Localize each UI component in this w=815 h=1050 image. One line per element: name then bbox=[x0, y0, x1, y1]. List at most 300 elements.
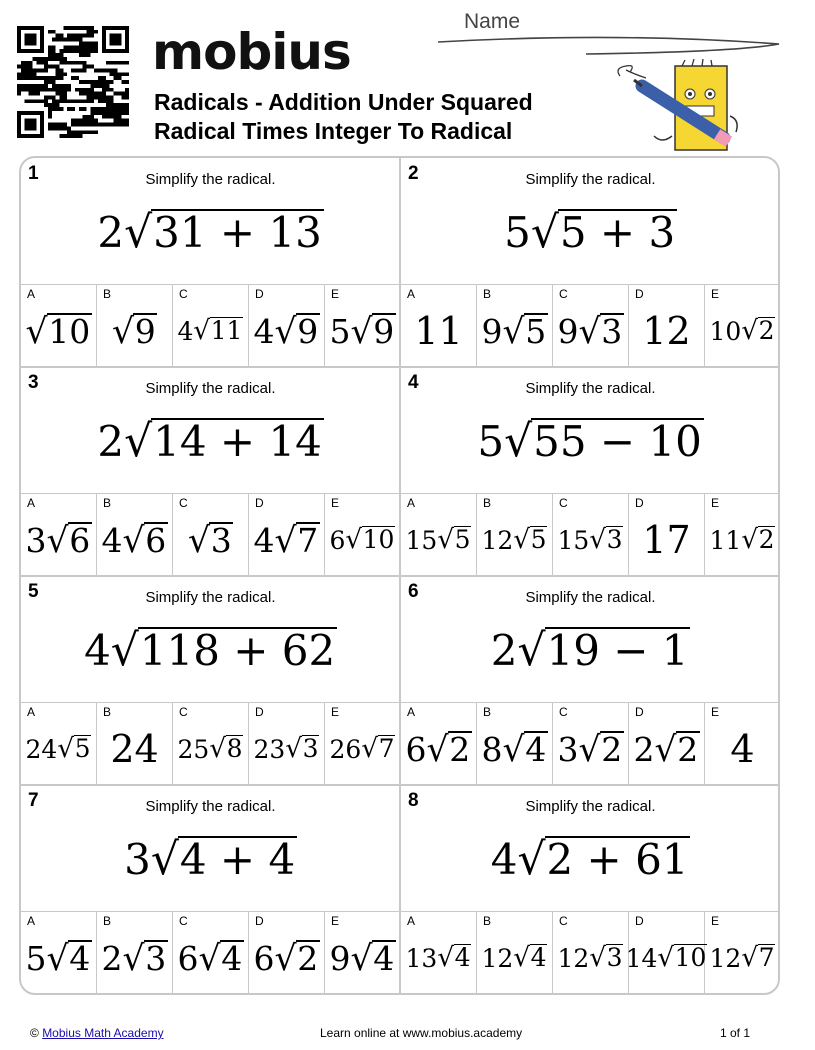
problem-instruction: Simplify the radical. bbox=[525, 171, 656, 188]
radicand: 4 bbox=[525, 729, 547, 769]
answer-choice-d[interactable] bbox=[249, 494, 325, 577]
radicand: 2 bbox=[677, 729, 699, 769]
radicand: 4 bbox=[221, 938, 243, 978]
choice-letter: D bbox=[635, 496, 644, 510]
radical-symbol: √ bbox=[345, 525, 363, 556]
radical-symbol: √ bbox=[530, 207, 559, 258]
choice-letter: D bbox=[255, 914, 264, 928]
problem-instruction: Simplify the radical. bbox=[145, 798, 276, 815]
radical-symbol: √ bbox=[124, 416, 153, 467]
square-root bbox=[437, 943, 471, 974]
square-root bbox=[188, 522, 233, 559]
radicand: 10 bbox=[48, 311, 91, 351]
choice-letter: B bbox=[103, 496, 112, 510]
choice-letter: D bbox=[255, 287, 264, 301]
radical-symbol: √ bbox=[187, 520, 211, 561]
answer-choice-c[interactable] bbox=[553, 912, 629, 995]
square-root bbox=[517, 625, 691, 676]
radical-symbol: √ bbox=[502, 311, 525, 352]
radical-coefficient: 6 bbox=[329, 525, 346, 555]
radicand: 5 bbox=[530, 525, 547, 555]
radical-symbol: √ bbox=[46, 938, 69, 979]
choice-letter: D bbox=[635, 287, 644, 301]
radicand: 3 bbox=[606, 525, 623, 555]
choice-value bbox=[97, 305, 172, 357]
square-root bbox=[741, 943, 775, 974]
radicand: 7 bbox=[378, 734, 395, 764]
answer-choice-d[interactable] bbox=[629, 285, 705, 368]
radical-coefficient: 4 bbox=[253, 520, 275, 560]
choice-letter: C bbox=[559, 287, 568, 301]
radical-symbol: √ bbox=[111, 311, 135, 352]
choice-value bbox=[401, 723, 476, 775]
radical-coefficient: 5 bbox=[25, 938, 47, 978]
radical-symbol: √ bbox=[517, 625, 546, 676]
problem-instruction: Simplify the radical. bbox=[145, 171, 276, 188]
choice-letter: E bbox=[711, 914, 720, 928]
problem-instruction: Simplify the radical. bbox=[145, 380, 276, 397]
radicand: 6 bbox=[145, 520, 167, 560]
problem-instruction: Simplify the radical. bbox=[145, 589, 276, 606]
square-root bbox=[124, 416, 323, 467]
radical-coefficient: 12 bbox=[481, 525, 514, 555]
choice-value bbox=[173, 723, 248, 775]
square-root bbox=[504, 416, 703, 467]
radicand: 9 bbox=[134, 311, 156, 351]
choice-value bbox=[97, 514, 172, 566]
answer-choice-b[interactable] bbox=[97, 912, 173, 995]
radical-symbol: √ bbox=[361, 734, 379, 765]
radical-coefficient: 12 bbox=[642, 309, 691, 353]
mascot-illustration bbox=[612, 56, 747, 158]
choice-letter: C bbox=[179, 287, 188, 301]
answer-choice-e[interactable] bbox=[705, 703, 780, 786]
radicand: 2 bbox=[449, 729, 471, 769]
square-root bbox=[350, 940, 395, 977]
choice-letter: C bbox=[179, 496, 188, 510]
answer-choice-b[interactable] bbox=[477, 703, 553, 786]
choice-letter: E bbox=[331, 496, 340, 510]
radical-symbol: √ bbox=[578, 729, 601, 770]
problem-number: 1 bbox=[28, 163, 39, 184]
radicand: 14 + 14 bbox=[153, 417, 322, 466]
answer-choice-e[interactable] bbox=[325, 494, 400, 577]
square-root bbox=[502, 731, 547, 768]
problem-expression bbox=[401, 626, 780, 690]
square-root bbox=[110, 625, 337, 676]
answer-choice-a[interactable] bbox=[21, 285, 97, 368]
problem-expression bbox=[21, 835, 400, 899]
choice-value bbox=[705, 932, 780, 984]
radical-coefficient: 2 bbox=[97, 208, 125, 257]
radicand: 3 bbox=[302, 734, 319, 764]
square-root bbox=[285, 734, 319, 765]
radicand: 3 bbox=[210, 520, 232, 560]
radical-coefficient: 3 bbox=[557, 729, 579, 769]
choice-value bbox=[21, 305, 96, 357]
answer-choice-d[interactable] bbox=[249, 703, 325, 786]
choice-letter: E bbox=[711, 496, 720, 510]
answer-choice-c[interactable] bbox=[553, 285, 629, 368]
choice-letter: A bbox=[407, 914, 416, 928]
square-root bbox=[112, 313, 157, 350]
answer-choice-a[interactable] bbox=[21, 494, 97, 577]
choice-letter: A bbox=[27, 705, 36, 719]
problem-grid bbox=[19, 156, 780, 995]
radical-coefficient: 17 bbox=[642, 518, 691, 562]
title-line-2: Radical Times Integer To Radical bbox=[154, 118, 513, 144]
choice-value bbox=[325, 932, 400, 984]
square-root bbox=[589, 943, 623, 974]
choice-value bbox=[173, 932, 248, 984]
choice-value bbox=[629, 514, 704, 566]
choice-value bbox=[477, 514, 552, 566]
answer-choice-e[interactable] bbox=[705, 494, 780, 577]
radicand: 9 bbox=[297, 311, 319, 351]
radicand: 2 bbox=[758, 525, 775, 555]
square-root bbox=[46, 522, 91, 559]
radicand: 5 bbox=[454, 525, 471, 555]
problem-expression bbox=[21, 208, 400, 272]
radicand: 6 bbox=[69, 520, 91, 560]
radicand: 2 bbox=[601, 729, 623, 769]
radical-symbol: √ bbox=[285, 734, 303, 765]
choice-value bbox=[629, 305, 704, 357]
answer-choices bbox=[21, 911, 400, 995]
square-root bbox=[350, 313, 395, 350]
choice-letter: C bbox=[559, 705, 568, 719]
radicand: 7 bbox=[297, 520, 319, 560]
choice-value bbox=[97, 932, 172, 984]
radical-coefficient: 4 bbox=[730, 727, 755, 771]
problem-instruction: Simplify the radical. bbox=[525, 589, 656, 606]
answer-choices bbox=[401, 702, 780, 786]
radicand: 31 + 13 bbox=[153, 208, 322, 257]
radical-coefficient: 3 bbox=[25, 520, 47, 560]
radical-symbol: √ bbox=[741, 943, 759, 974]
mobius-logo bbox=[152, 22, 351, 82]
square-root bbox=[657, 943, 707, 974]
square-root bbox=[274, 522, 319, 559]
choice-value bbox=[401, 305, 476, 357]
square-root bbox=[274, 940, 319, 977]
answer-choice-b[interactable] bbox=[97, 494, 173, 577]
radicand: 118 + 62 bbox=[139, 626, 336, 675]
choice-value bbox=[173, 514, 248, 566]
choice-value bbox=[173, 305, 248, 357]
answer-choice-a[interactable] bbox=[21, 912, 97, 995]
problem-expression bbox=[21, 417, 400, 481]
radical-coefficient: 2 bbox=[490, 626, 518, 675]
radical-coefficient: 9 bbox=[557, 311, 579, 351]
radical-symbol: √ bbox=[57, 734, 75, 765]
answer-choices bbox=[21, 493, 400, 577]
radicand: 4 bbox=[454, 943, 471, 973]
answer-choice-a[interactable] bbox=[21, 703, 97, 786]
choice-letter: B bbox=[483, 287, 492, 301]
answer-choice-b[interactable] bbox=[477, 494, 553, 577]
choice-value bbox=[553, 305, 628, 357]
problem-number: 8 bbox=[408, 790, 419, 811]
square-root bbox=[198, 940, 243, 977]
square-root bbox=[589, 525, 623, 556]
answer-choice-c[interactable] bbox=[553, 703, 629, 786]
choice-letter: B bbox=[483, 496, 492, 510]
answer-choice-a[interactable] bbox=[401, 494, 477, 577]
radical-coefficient: 12 bbox=[481, 943, 514, 973]
radical-coefficient: 26 bbox=[329, 734, 362, 764]
radicand: 5 + 3 bbox=[559, 208, 676, 257]
problem-6 bbox=[401, 576, 780, 785]
radical-coefficient: 24 bbox=[25, 734, 58, 764]
radical-coefficient: 13 bbox=[405, 943, 438, 973]
choice-value bbox=[477, 723, 552, 775]
answer-choice-b[interactable] bbox=[97, 703, 173, 786]
copyright-symbol: © bbox=[30, 1026, 39, 1040]
choice-letter: E bbox=[711, 705, 720, 719]
square-root bbox=[437, 525, 471, 556]
square-root bbox=[122, 940, 167, 977]
radical-coefficient: 4 bbox=[84, 626, 111, 675]
answer-choice-d[interactable] bbox=[629, 494, 705, 577]
radical-symbol: √ bbox=[198, 938, 221, 979]
answer-choice-c[interactable] bbox=[173, 494, 249, 577]
radical-coefficient: 3 bbox=[124, 835, 151, 884]
choice-letter: A bbox=[407, 496, 416, 510]
choice-letter: C bbox=[179, 705, 188, 719]
radical-coefficient: 2 bbox=[633, 729, 655, 769]
square-root bbox=[517, 834, 691, 885]
radical-symbol: √ bbox=[350, 311, 373, 352]
radical-coefficient: 4 bbox=[490, 835, 518, 884]
radical-coefficient: 9 bbox=[329, 938, 351, 978]
choice-letter: E bbox=[331, 705, 340, 719]
answer-choice-b[interactable] bbox=[477, 285, 553, 368]
answer-choice-c[interactable] bbox=[173, 285, 249, 368]
problem-expression bbox=[401, 835, 780, 899]
choice-letter: A bbox=[27, 914, 36, 928]
radical-symbol: √ bbox=[124, 207, 153, 258]
problem-expression bbox=[401, 208, 780, 272]
square-root bbox=[345, 525, 395, 556]
radical-symbol: √ bbox=[517, 834, 546, 885]
answer-choice-e[interactable] bbox=[325, 912, 400, 995]
answer-choice-b[interactable] bbox=[477, 912, 553, 995]
radicand: 2 + 61 bbox=[546, 835, 689, 884]
square-root bbox=[513, 525, 547, 556]
radical-symbol: √ bbox=[150, 834, 179, 885]
problem-instruction: Simplify the radical. bbox=[525, 380, 656, 397]
radical-coefficient: 5 bbox=[477, 417, 505, 466]
square-root bbox=[274, 313, 319, 350]
radical-symbol: √ bbox=[654, 729, 677, 770]
square-root bbox=[57, 734, 91, 765]
square-root bbox=[741, 316, 775, 347]
answer-choice-e[interactable] bbox=[325, 703, 400, 786]
choice-value bbox=[401, 932, 476, 984]
mobius-academy-link[interactable]: Mobius Math Academy bbox=[42, 1026, 164, 1040]
radical-coefficient: 2 bbox=[97, 417, 125, 466]
answer-choice-e[interactable] bbox=[325, 285, 400, 368]
radical-symbol: √ bbox=[426, 729, 449, 770]
radical-symbol: √ bbox=[110, 625, 139, 676]
choice-value bbox=[21, 723, 96, 775]
choice-letter: A bbox=[27, 496, 36, 510]
choice-value bbox=[325, 723, 400, 775]
radical-symbol: √ bbox=[513, 525, 531, 556]
choice-value bbox=[21, 514, 96, 566]
radicand: 7 bbox=[758, 943, 775, 973]
radical-symbol: √ bbox=[437, 943, 455, 974]
answer-choice-a[interactable] bbox=[401, 285, 477, 368]
radical-symbol: √ bbox=[46, 520, 69, 561]
radical-coefficient: 8 bbox=[481, 729, 503, 769]
radical-symbol: √ bbox=[578, 311, 601, 352]
problem-number: 4 bbox=[408, 372, 419, 393]
answer-choice-d[interactable] bbox=[249, 285, 325, 368]
choice-value bbox=[553, 514, 628, 566]
radical-coefficient: 9 bbox=[481, 311, 503, 351]
choice-value bbox=[249, 723, 324, 775]
radicand: 5 bbox=[74, 734, 91, 764]
choice-letter: B bbox=[483, 914, 492, 928]
problem-1 bbox=[21, 158, 400, 367]
choice-value bbox=[325, 514, 400, 566]
radical-symbol: √ bbox=[589, 943, 607, 974]
answer-choices bbox=[401, 493, 780, 577]
answer-choice-b[interactable] bbox=[97, 285, 173, 368]
problem-number: 2 bbox=[408, 163, 419, 184]
radicand: 8 bbox=[226, 734, 243, 764]
radical-symbol: √ bbox=[513, 943, 531, 974]
radicand: 4 bbox=[530, 943, 547, 973]
radical-symbol: √ bbox=[657, 943, 675, 974]
radical-symbol: √ bbox=[122, 938, 145, 979]
radical-symbol: √ bbox=[209, 734, 227, 765]
radical-symbol: √ bbox=[504, 416, 533, 467]
name-label: Name bbox=[464, 10, 521, 33]
radical-symbol: √ bbox=[274, 311, 297, 352]
radical-coefficient: 25 bbox=[177, 734, 210, 764]
answer-choice-d[interactable] bbox=[629, 703, 705, 786]
square-root bbox=[150, 834, 297, 885]
square-root bbox=[122, 522, 167, 559]
radicand: 9 bbox=[373, 311, 395, 351]
square-root bbox=[209, 734, 243, 765]
choice-value bbox=[401, 514, 476, 566]
square-root bbox=[741, 525, 775, 556]
problem-5 bbox=[21, 576, 400, 785]
square-root bbox=[578, 731, 623, 768]
radical-coefficient: 2 bbox=[101, 938, 123, 978]
footer-page-number: 1 of 1 bbox=[720, 1026, 751, 1040]
radical-coefficient: 11 bbox=[709, 525, 742, 555]
choice-value bbox=[21, 932, 96, 984]
choice-value bbox=[97, 723, 172, 775]
problem-3 bbox=[21, 367, 400, 576]
answer-choice-c[interactable] bbox=[553, 494, 629, 577]
problem-8 bbox=[401, 785, 780, 994]
choice-value bbox=[705, 514, 780, 566]
radical-coefficient: 14 bbox=[625, 943, 658, 973]
choice-letter: C bbox=[179, 914, 188, 928]
square-root bbox=[46, 940, 91, 977]
radical-symbol: √ bbox=[437, 525, 455, 556]
radical-coefficient: 4 bbox=[177, 316, 194, 346]
problem-expression bbox=[21, 626, 400, 690]
answer-choice-d[interactable] bbox=[625, 912, 707, 995]
answer-choice-c[interactable] bbox=[173, 912, 249, 995]
choice-letter: B bbox=[103, 705, 112, 719]
radical-coefficient: 10 bbox=[709, 316, 742, 346]
answer-choice-d[interactable] bbox=[249, 912, 325, 995]
choice-letter: D bbox=[635, 705, 644, 719]
qr-code bbox=[16, 26, 130, 138]
answer-choices bbox=[21, 284, 400, 368]
choice-value bbox=[553, 723, 628, 775]
choice-letter: B bbox=[103, 287, 112, 301]
answer-choice-a[interactable] bbox=[401, 912, 477, 995]
radical-symbol: √ bbox=[274, 520, 297, 561]
radicand: 3 bbox=[601, 311, 623, 351]
radical-symbol: √ bbox=[25, 311, 48, 352]
radical-symbol: √ bbox=[502, 729, 525, 770]
problem-4 bbox=[401, 367, 780, 576]
radical-symbol: √ bbox=[741, 316, 759, 347]
choice-value bbox=[249, 514, 324, 566]
answer-choice-e[interactable] bbox=[705, 285, 780, 368]
square-root bbox=[426, 731, 471, 768]
choice-value bbox=[629, 723, 704, 775]
radical-coefficient: 4 bbox=[101, 520, 123, 560]
radicand: 2 bbox=[758, 316, 775, 346]
problem-2 bbox=[401, 158, 780, 367]
radical-symbol: √ bbox=[122, 520, 145, 561]
radical-coefficient: 15 bbox=[405, 525, 438, 555]
radicand: 3 bbox=[606, 943, 623, 973]
choice-value bbox=[477, 305, 552, 357]
choice-letter: D bbox=[635, 914, 644, 928]
radicand: 10 bbox=[362, 525, 395, 555]
radical-symbol: √ bbox=[350, 938, 373, 979]
radicand: 10 bbox=[674, 943, 707, 973]
radicand: 11 bbox=[210, 316, 243, 346]
square-root bbox=[654, 731, 699, 768]
square-root bbox=[530, 207, 677, 258]
answer-choices bbox=[21, 702, 400, 786]
footer-copyright bbox=[30, 1026, 164, 1040]
choice-letter: C bbox=[559, 496, 568, 510]
radical-coefficient: 12 bbox=[557, 943, 590, 973]
choice-letter: A bbox=[407, 287, 416, 301]
worksheet-title bbox=[154, 88, 533, 146]
choice-value bbox=[325, 305, 400, 357]
answer-choice-e[interactable] bbox=[705, 912, 780, 995]
radicand: 19 − 1 bbox=[546, 626, 689, 675]
answer-choice-c[interactable] bbox=[173, 703, 249, 786]
square-root bbox=[193, 316, 243, 347]
answer-choice-a[interactable] bbox=[401, 703, 477, 786]
choice-value bbox=[477, 932, 552, 984]
problem-instruction: Simplify the radical. bbox=[525, 798, 656, 815]
radical-coefficient: 6 bbox=[405, 729, 427, 769]
choice-letter: C bbox=[559, 914, 568, 928]
title-line-1: Radicals - Addition Under Squared bbox=[154, 89, 533, 115]
choice-value bbox=[705, 305, 780, 357]
problem-expression bbox=[401, 417, 780, 481]
radical-coefficient: 12 bbox=[709, 943, 742, 973]
square-root bbox=[578, 313, 623, 350]
